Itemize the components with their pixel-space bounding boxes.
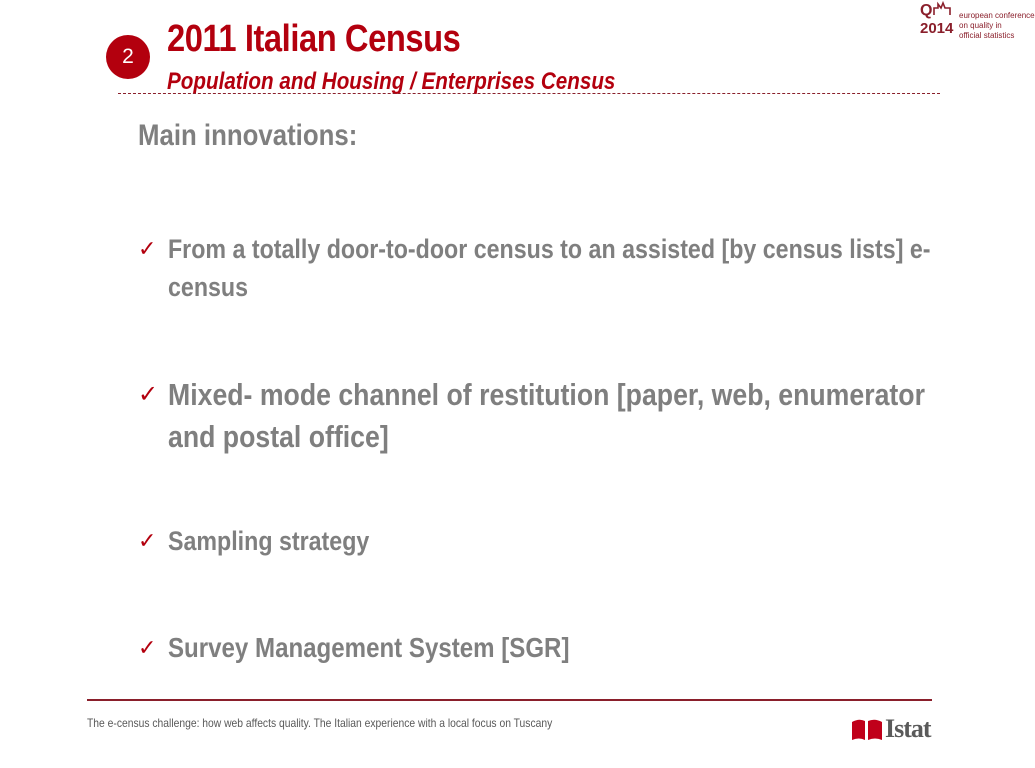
slide-title: 2011 Italian Census — [167, 18, 461, 60]
slide-number-badge — [106, 35, 150, 79]
conference-logo-mark — [920, 2, 956, 38]
bullet-text: From a totally door-to-door census to an assisted [by census lists] e-census — [168, 234, 931, 302]
conference-logo — [920, 0, 1035, 44]
footer-divider — [87, 699, 932, 701]
conference-logo-q: Q — [920, 2, 956, 20]
header-divider — [118, 93, 940, 94]
conference-logo-line: european conference — [959, 11, 1035, 20]
bullet-text: Survey Management System [SGR] — [168, 632, 570, 663]
skyline-icon — [933, 2, 951, 16]
istat-logo-word: Istat — [885, 714, 931, 743]
check-icon: ✓ — [138, 236, 157, 261]
check-icon: ✓ — [138, 635, 157, 660]
bullet-text: Sampling strategy — [168, 526, 370, 556]
check-icon: ✓ — [138, 528, 157, 553]
check-icon: ✓ — [138, 381, 159, 408]
bullet-text: Mixed- mode channel of restitution [paper, web, enumerator and postal office] — [168, 377, 925, 454]
slide-subtitle: Population and Housing / Enterprises Census — [167, 68, 616, 95]
conference-logo-text — [959, 11, 1035, 41]
conference-logo-year: 2014 — [920, 20, 954, 37]
conference-logo-line: official statistics — [959, 31, 1015, 40]
conference-logo-line: on quality in — [959, 21, 1002, 30]
istat-logo-icon — [851, 717, 883, 741]
intro-heading: Main innovations: — [138, 119, 358, 152]
slide-number: 2 — [122, 45, 134, 68]
istat-logo — [851, 714, 935, 744]
footer-caption: The e-census challenge: how web affects quality. The Italian experience with a local focus on Tuscany — [87, 716, 553, 730]
